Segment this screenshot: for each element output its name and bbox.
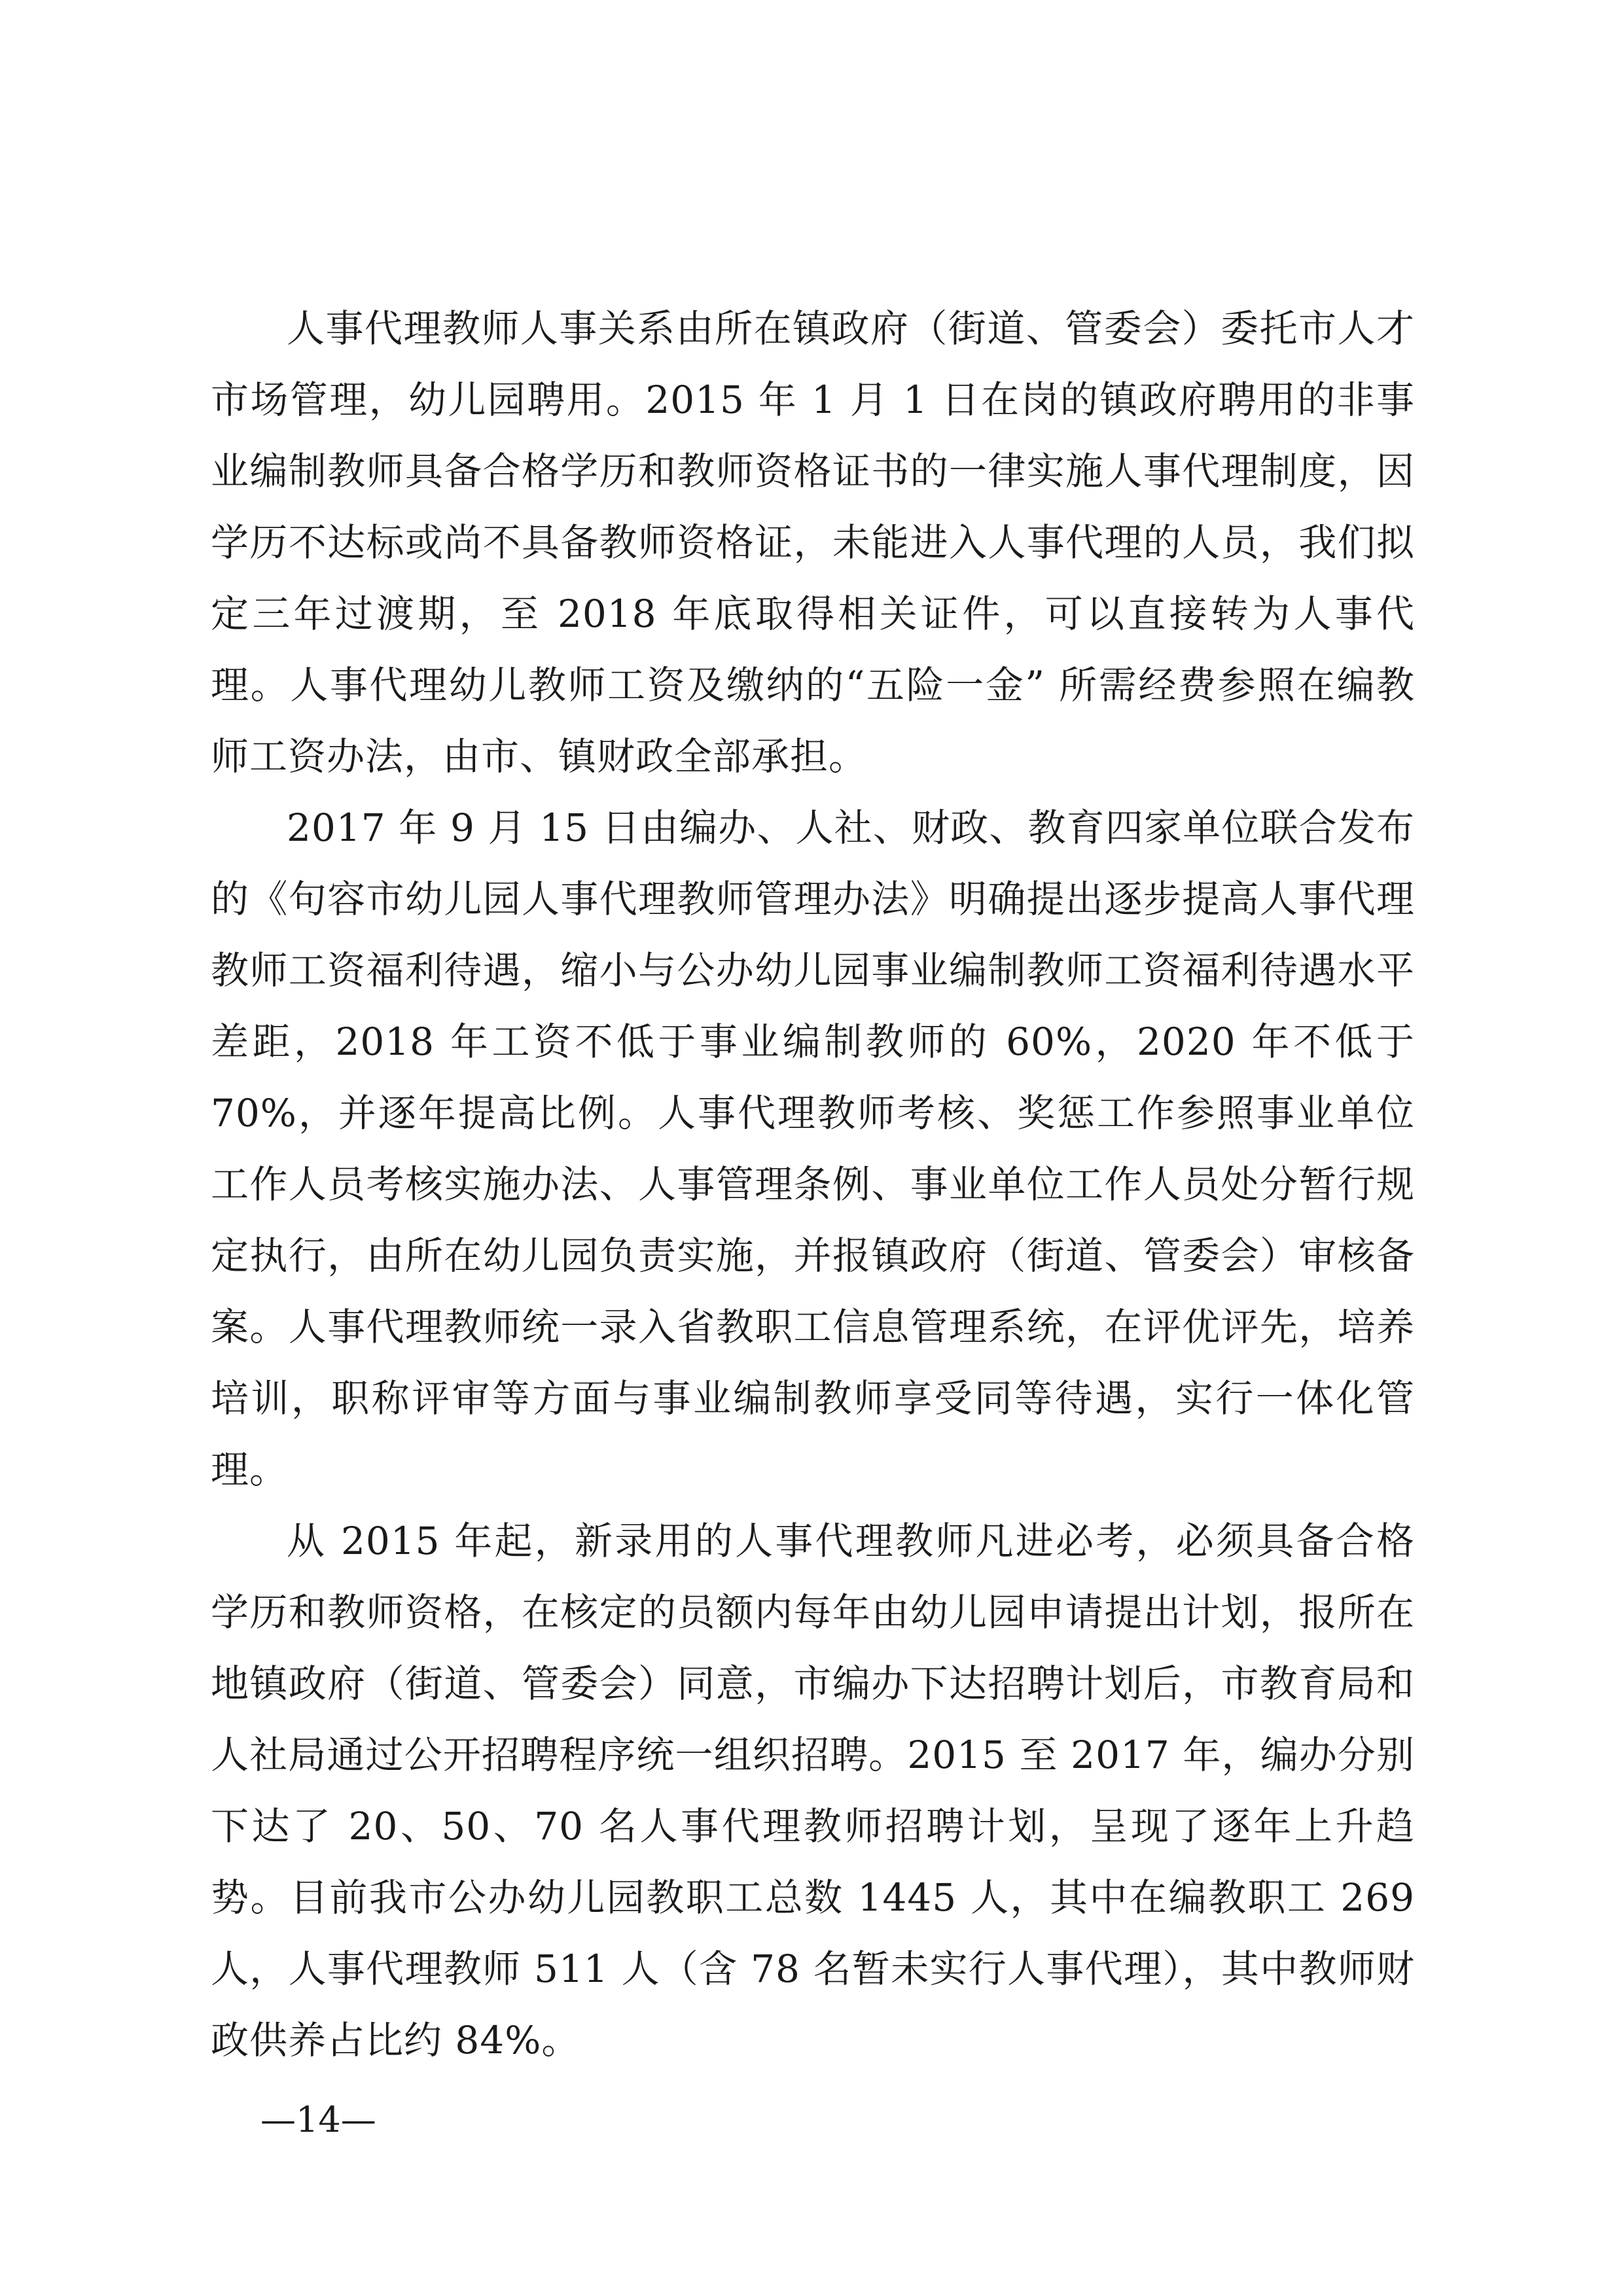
paragraph-management-measures: 2017 年 9 月 15 日由编办、人社、财政、教育四家单位联合发布的《句容市幼儿园人事代理教师管理办法》明确提出逐步提高人事代理教师工资福利待遇，缩小与公办幼儿园事业编制教师工资福利待遇水平差距，2018 年工资不低于事业编制教师的 60%，2020 年不低于 70%，并逐年提高比例。人事代理教师考核、奖惩工作参照事业单位工作人员考核实施办法、人事管理条例、事业单位工作人员处分暂行规定执行，由所在幼儿园负责实施，并报镇政府（街道、管委会）审核备案。人事代理教师统一录入省教职工信息管理系统，在评优评先，培养培训，职称评审等方面与事业编制教师享受同等待遇，实行一体化管理。 (211, 805, 1415, 1492)
paragraph-recruitment: 从 2015 年起，新录用的人事代理教师凡进必考，必须具备合格学历和教师资格，在核定的员额内每年由幼儿园申请提出计划，报所在地镇政府（街道、管委会）同意，市编办下达招聘计划后，市教育局和人社局通过公开招聘程序统一组织招聘。2015 至 2017 年，编办分别下达了 20、50、70 名人事代理教师招聘计划，呈现了逐年上升趋势。目前我市公办幼儿园教职工总数 1445 人，其中在编教职工 269 人，人事代理教师 511 人（含 78 名暂未实行人事代理），其中教师财政供养占比约 84%。 (211, 1519, 1415, 2062)
page-number: —14— (260, 2099, 376, 2140)
document-body (211, 293, 1415, 2076)
paragraph-personnel-relations: 人事代理教师人事关系由所在镇政府（街道、管委会）委托市人才市场管理，幼儿园聘用。2015 年 1 月 1 日在岗的镇政府聘用的非事业编制教师具备合格学历和教师资格证书的一律实施人事代理制度，因学历不达标或尚不具备教师资格证，未能进入人事代理的人员，我们拟定三年过渡期，至 2018 年底取得相关证件，可以直接转为人事代理。人事代理幼儿教师工资及缴纳的“五险一金” 所需经费参照在编教师工资办法，由市、镇财政全部承担。 (211, 306, 1415, 779)
